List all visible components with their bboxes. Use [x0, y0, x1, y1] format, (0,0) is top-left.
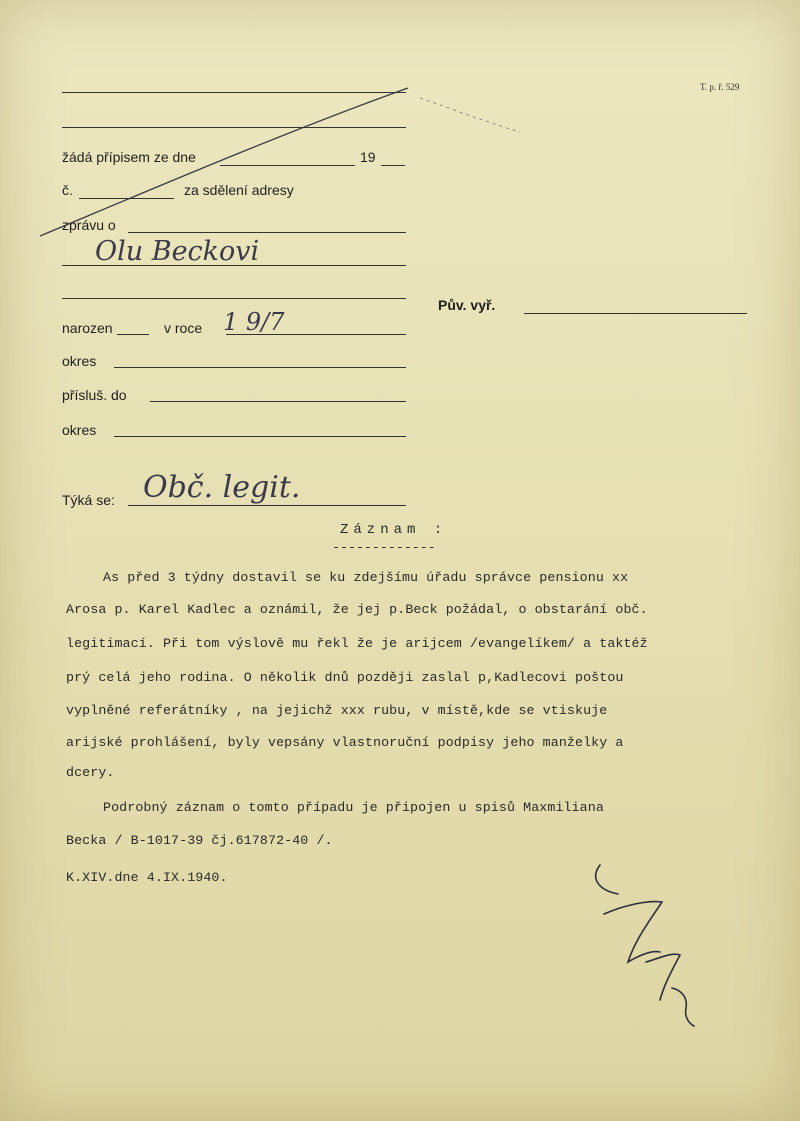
record-title-underline: ------------- [332, 540, 436, 555]
record-line-9: Becka / B-1017-39 čj.617872-40 /. [66, 833, 333, 848]
concerns-label: Týká se: [62, 492, 115, 508]
record-line-3: legitimací. Při tom výslově mu řekl že je arijcem /evangelíkem/ a taktéž [66, 636, 648, 651]
record-title: Záznam : [340, 522, 448, 538]
district-label: okres [62, 353, 97, 369]
faint-pen-stroke [420, 98, 520, 132]
record-line-8: Podrobný záznam o tomto případu je připojen u spisů Maxmiliana [103, 800, 604, 815]
record-closing-date: K.XIV.dne 4.IX.1940. [66, 870, 228, 885]
year-label: v roce [164, 320, 203, 336]
report-label: zprávu o [62, 217, 116, 233]
address-label: za sdělení adresy [184, 182, 294, 198]
handwritten-birth-year: 1 9/7 [223, 308, 285, 336]
handwritten-signature [596, 865, 694, 1026]
number-label: č. [62, 182, 73, 198]
request-label: žádá přípisem ze dne [62, 149, 196, 165]
year-prefix: 19 [360, 149, 376, 165]
born-label: narozen [62, 320, 113, 336]
record-line-1: As před 3 týdny dostavil se ku zdejšímu úřadu správce pensionu xx [103, 570, 629, 585]
record-line-5: vyplněné referátníky , na jejichž xxx rubu, v místě,kde se vtiskuje [66, 703, 608, 718]
belongs-label: přísluš. do [62, 387, 127, 403]
record-line-7: dcery. [66, 765, 115, 780]
handwritten-concerns: Obč. legit. [143, 470, 301, 505]
form-code: T. p. ř. 529 [700, 82, 740, 92]
record-line-2: Arosa p. Karel Kadlec a oznámil, že jej p.Beck požádal, o obstarání obč. [66, 602, 648, 617]
record-line-4: prý celá jeho rodina. O několik dnů později zaslal p,Kadlecovi poštou [66, 670, 624, 685]
record-line-6: arijské prohlášení, byly vepsány vlastnoruční podpisy jeho manželky a [66, 735, 624, 750]
original-resolution-label: Pův. vyř. [438, 297, 496, 313]
handwritten-subject-name: Olu Beckovi [95, 236, 260, 267]
district2-label: okres [62, 422, 97, 438]
diagonal-cancellation-stroke [40, 88, 408, 236]
